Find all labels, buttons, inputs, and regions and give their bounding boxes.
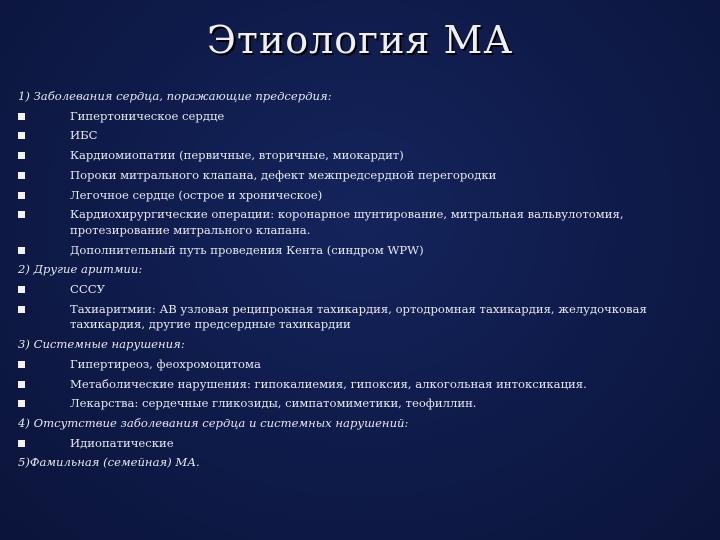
list-item — [18, 107, 708, 127]
square-bullet-icon — [18, 152, 25, 159]
list-item-text: Гипертиреоз, феохромоцитома — [70, 356, 261, 371]
list-item-text: Лекарства: сердечные гликозиды, симпатомиметики, теофиллин. — [70, 396, 477, 411]
square-bullet-icon — [18, 113, 25, 120]
square-bullet-icon — [18, 440, 25, 447]
section-no-disease-heading: 4) Отсутствие заболевания сердца и системных нарушений: — [18, 415, 409, 430]
section-other-arrhythmias-heading: 2) Другие аритмии: — [18, 262, 143, 277]
list-item — [18, 241, 708, 261]
list-item-text: Пороки митрального клапана, дефект межпредсердной перегородки — [70, 167, 497, 182]
list-item-text: Идиопатические — [70, 435, 174, 450]
square-bullet-icon — [18, 172, 25, 179]
list-item — [18, 186, 708, 206]
square-bullet-icon — [18, 211, 25, 218]
list-item — [18, 355, 708, 375]
list-item — [18, 394, 708, 414]
list-item-text: Дополнительный путь проведения Кента (синдром WPW) — [70, 242, 424, 257]
list-item — [18, 205, 708, 240]
square-bullet-icon — [18, 361, 25, 368]
list-item-text: Метаболические нарушения: гипокалиемия, гипоксия, алкогольная интоксикация. — [70, 376, 587, 391]
list-item — [18, 166, 708, 186]
list-item — [18, 126, 708, 146]
list-item — [18, 280, 708, 300]
list-item-text: Легочное сердце (острое и хроническое) — [70, 187, 323, 202]
list-item-text: Тахиаритмии: АВ узловая реципрокная тахикардия, ортодромная тахикардия, желудочковая тахикардия, другие предсердные тахикардии — [70, 301, 647, 332]
list-item-text: Кардиохирургические операции: коронарное шунтирование, митральная вальвулотомия, протезирование митрального клапана. — [70, 207, 624, 237]
list-item — [18, 300, 708, 335]
list-item-text: ИБС — [70, 128, 98, 143]
square-bullet-icon — [18, 381, 25, 388]
square-bullet-icon — [18, 132, 25, 139]
list-item — [18, 434, 708, 454]
slide-title: Этиология МА — [206, 18, 514, 62]
section-heart-diseases-heading: 1) Заболевания сердца, поражающие предсердия: — [18, 89, 332, 103]
list-item-text: Кардиомиопатии (первичные, вторичные, миокардит) — [70, 148, 404, 163]
square-bullet-icon — [18, 192, 25, 199]
square-bullet-icon — [18, 286, 25, 293]
square-bullet-icon — [18, 247, 25, 254]
slide-content — [18, 87, 708, 473]
list-item-text: Гипертоническое сердце — [70, 108, 225, 123]
list-item — [18, 375, 708, 395]
square-bullet-icon — [18, 400, 25, 407]
square-bullet-icon — [18, 306, 25, 313]
list-item-text: СССУ — [70, 282, 105, 297]
section-familial-heading: 5)Фамильная (семейная) МА. — [18, 455, 200, 470]
list-item — [18, 146, 708, 166]
section-systemic-disorders-heading: 3) Системные нарушения: — [18, 337, 185, 352]
